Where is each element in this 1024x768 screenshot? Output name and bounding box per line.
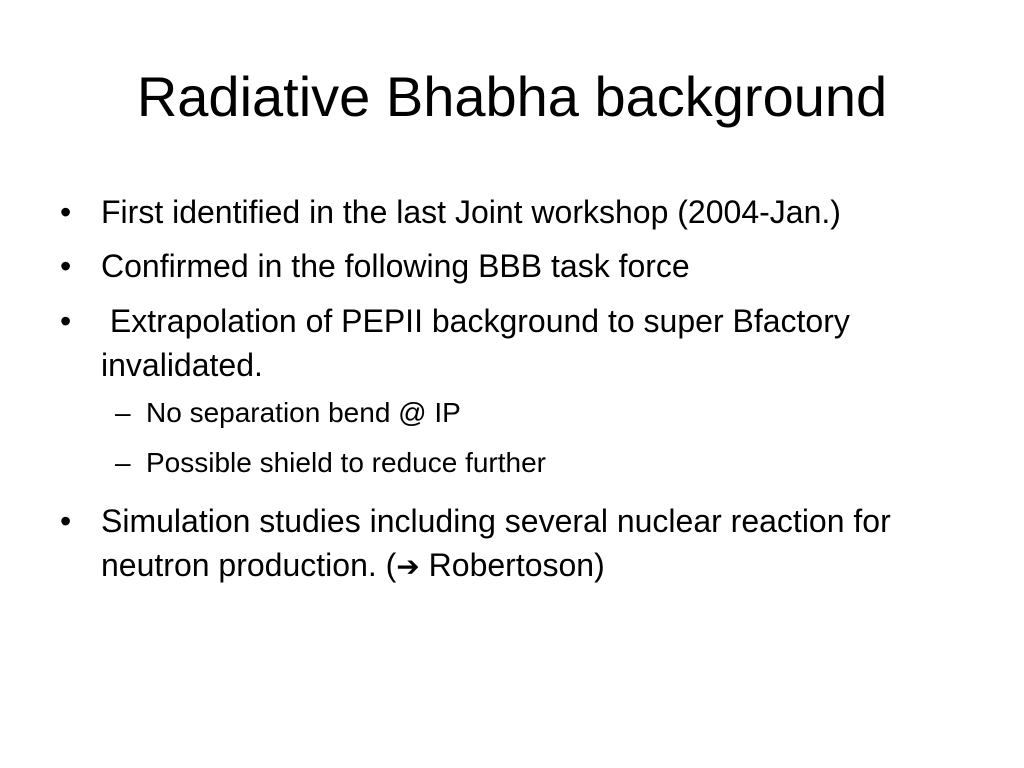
bullet-item	[60, 244, 960, 288]
bullet-text: Extrapolation of PEPII background to super Bfactory invalidated.	[101, 303, 859, 383]
bullet-text: First identified in the last Joint workshop (2004-Jan.)	[101, 194, 841, 230]
sub-bullet-item	[60, 445, 960, 481]
sub-bullet-marker: –	[115, 447, 131, 478]
bullet-text: Confirmed in the following BBB task force	[101, 248, 690, 284]
bullet-marker: •	[60, 248, 72, 284]
bullet-text	[101, 503, 891, 583]
bullet-item	[60, 299, 960, 387]
slide-title: Radiative Bhabha background	[136, 65, 888, 128]
sub-bullet-item	[60, 395, 960, 431]
arrow-right-icon: ➔	[396, 550, 420, 583]
bullet-text-part: Simulation studies including several nuclear reaction for neutron production. (	[101, 503, 891, 583]
bullet-text-part: Robertoson)	[419, 547, 605, 583]
bullet-marker: •	[60, 303, 72, 339]
bullet-item	[60, 499, 960, 589]
sub-bullet-text: No separation bend @ IP	[146, 397, 461, 428]
sub-bullet-text: Possible shield to reduce further	[146, 447, 546, 478]
bullet-item	[60, 190, 960, 234]
sub-bullet-marker: –	[115, 397, 131, 428]
slide-content	[60, 190, 960, 604]
bullet-marker: •	[60, 194, 72, 230]
bullet-marker: •	[60, 503, 72, 539]
